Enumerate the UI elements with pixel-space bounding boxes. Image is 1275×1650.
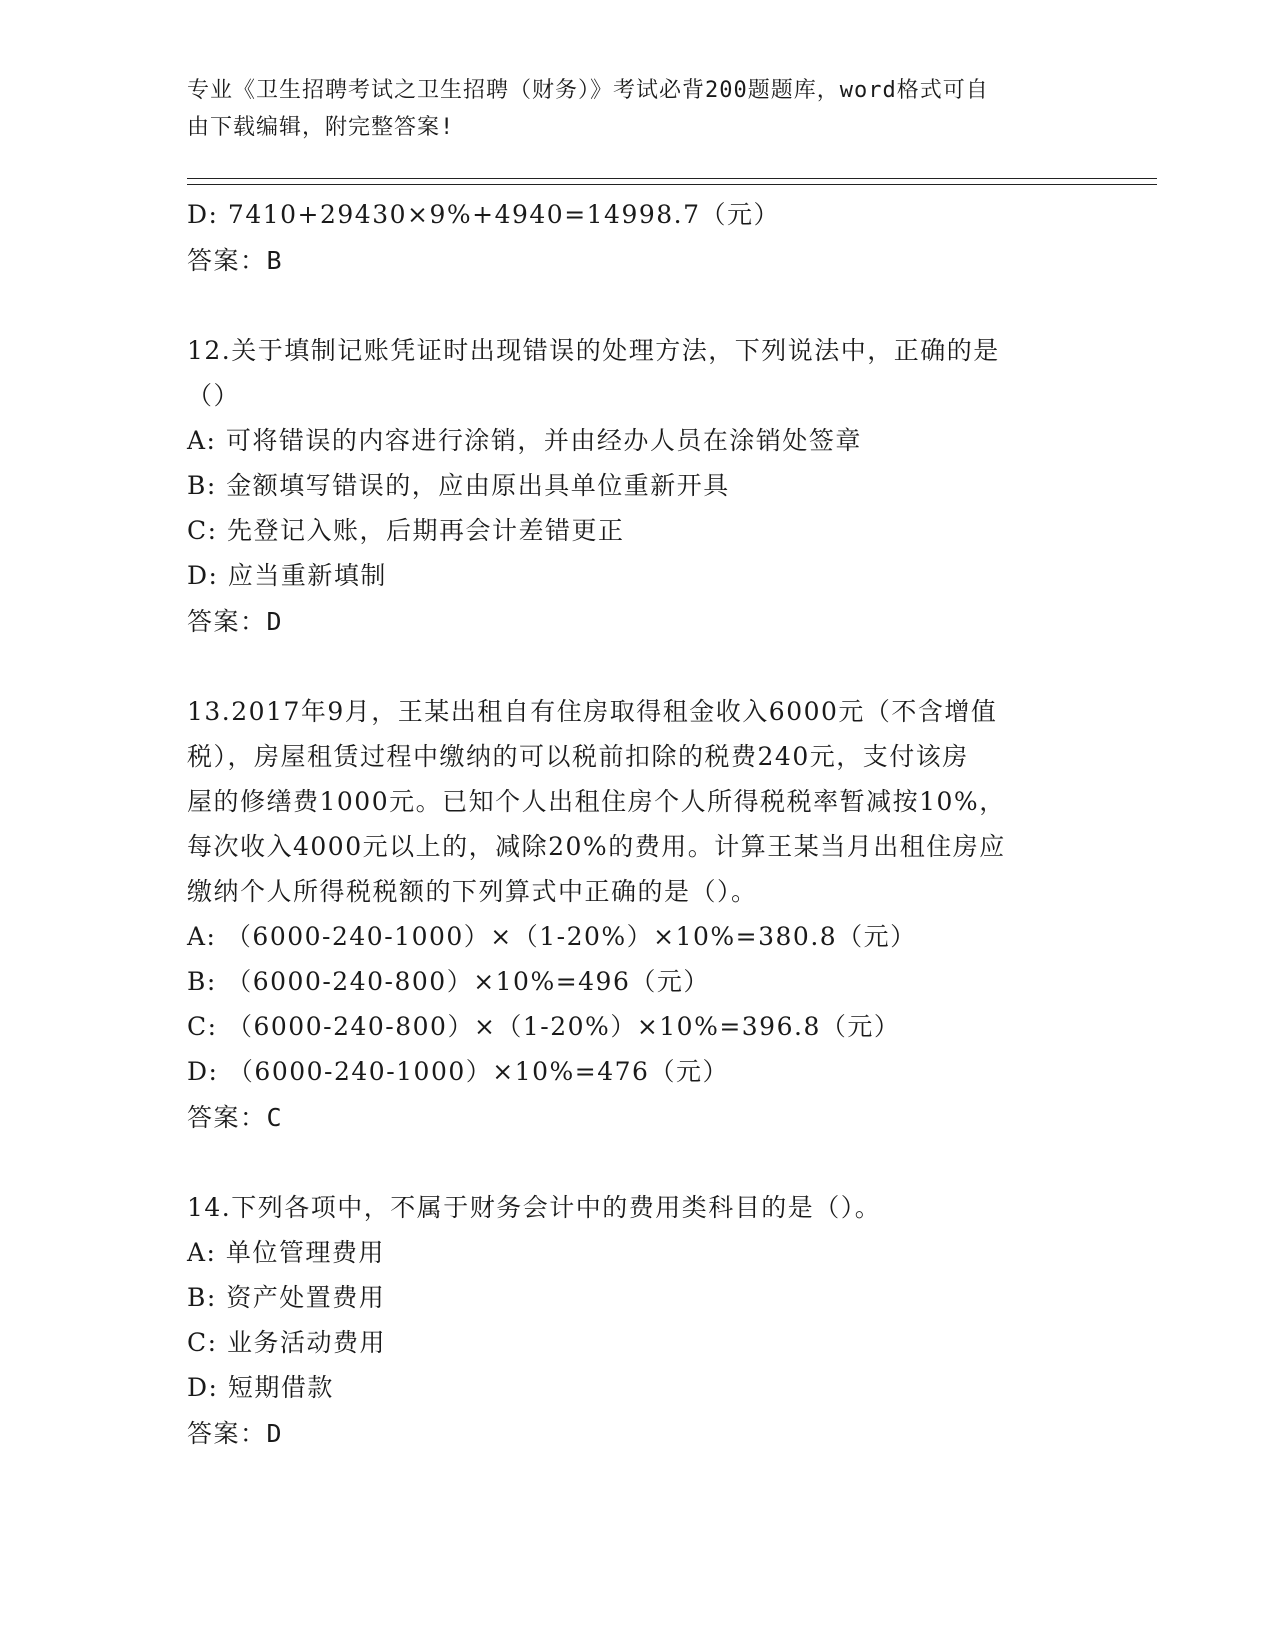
spacer — [187, 645, 1087, 689]
q12-option-d: D: 应当重新填制 — [187, 561, 387, 590]
q14-option-c: C: 业务活动费用 — [187, 1328, 386, 1357]
q13-option-d: D: （6000-240-1000）×10%=476（元） — [187, 1057, 729, 1086]
q13-option-a: A: （6000-240-1000）×（1-20%）×10%=380.8（元） — [187, 922, 917, 951]
q12-answer: 答案：D — [187, 607, 284, 636]
q13-option-b: B: （6000-240-800）×10%=496（元） — [187, 967, 710, 996]
q12-option-a: A: 可将错误的内容进行涂销，并由经办人员在涂销处签章 — [187, 426, 862, 455]
q14-option-a: A: 单位管理费用 — [187, 1238, 385, 1267]
q13-stem-line-1: 13.2017年9月，王某出租自有住房取得租金收入6000元（不含增值 — [187, 697, 998, 726]
q12-stem-line-2: （） — [187, 381, 241, 410]
q14-option-d: D: 短期借款 — [187, 1373, 334, 1402]
header-line-2: 由下载编辑，附完整答案! — [187, 115, 455, 140]
q14-answer: 答案：D — [187, 1419, 284, 1448]
prev-answer: 答案：B — [187, 246, 284, 275]
header-line-1: 专业《卫生招聘考试之卫生招聘（财务）》考试必背200题题库，word格式可自 — [187, 78, 989, 103]
q13-stem-line-2: 税），房屋租赁过程中缴纳的可以税前扣除的税费240元，支付该房 — [187, 742, 969, 771]
q14-stem: 14.下列各项中，不属于财务会计中的费用类科目的是（）。 — [187, 1193, 882, 1222]
question-list — [187, 192, 1087, 1457]
q12-option-c: C: 先登记入账，后期再会计差错更正 — [187, 516, 625, 545]
header-divider-bottom — [187, 184, 1157, 185]
header-divider-top — [187, 178, 1157, 179]
q13-stem-line-3: 屋的修缮费1000元。已知个人出租住房个人所得税税率暂减按10%， — [187, 787, 1006, 816]
q13-stem-line-5: 缴纳个人所得税税额的下列算式中正确的是（）。 — [187, 877, 758, 906]
document-header — [187, 72, 1067, 146]
q12-option-b: B: 金额填写错误的，应由原出具单位重新开具 — [187, 471, 730, 500]
q14-option-b: B: 资产处置费用 — [187, 1283, 386, 1312]
q13-option-c: C: （6000-240-800）×（1-20%）×10%=396.8（元） — [187, 1012, 901, 1041]
q12-stem-line-1: 12.关于填制记账凭证时出现错误的处理方法，下列说法中，正确的是 — [187, 336, 1000, 365]
q13-stem-line-4: 每次收入4000元以上的，减除20%的费用。计算王某当月出租住房应 — [187, 832, 1006, 861]
q13-answer: 答案：C — [187, 1103, 284, 1132]
spacer — [187, 1141, 1087, 1185]
spacer — [187, 284, 1087, 328]
prev-option-d: D: 7410+29430×9%+4940=14998.7（元） — [187, 200, 781, 229]
